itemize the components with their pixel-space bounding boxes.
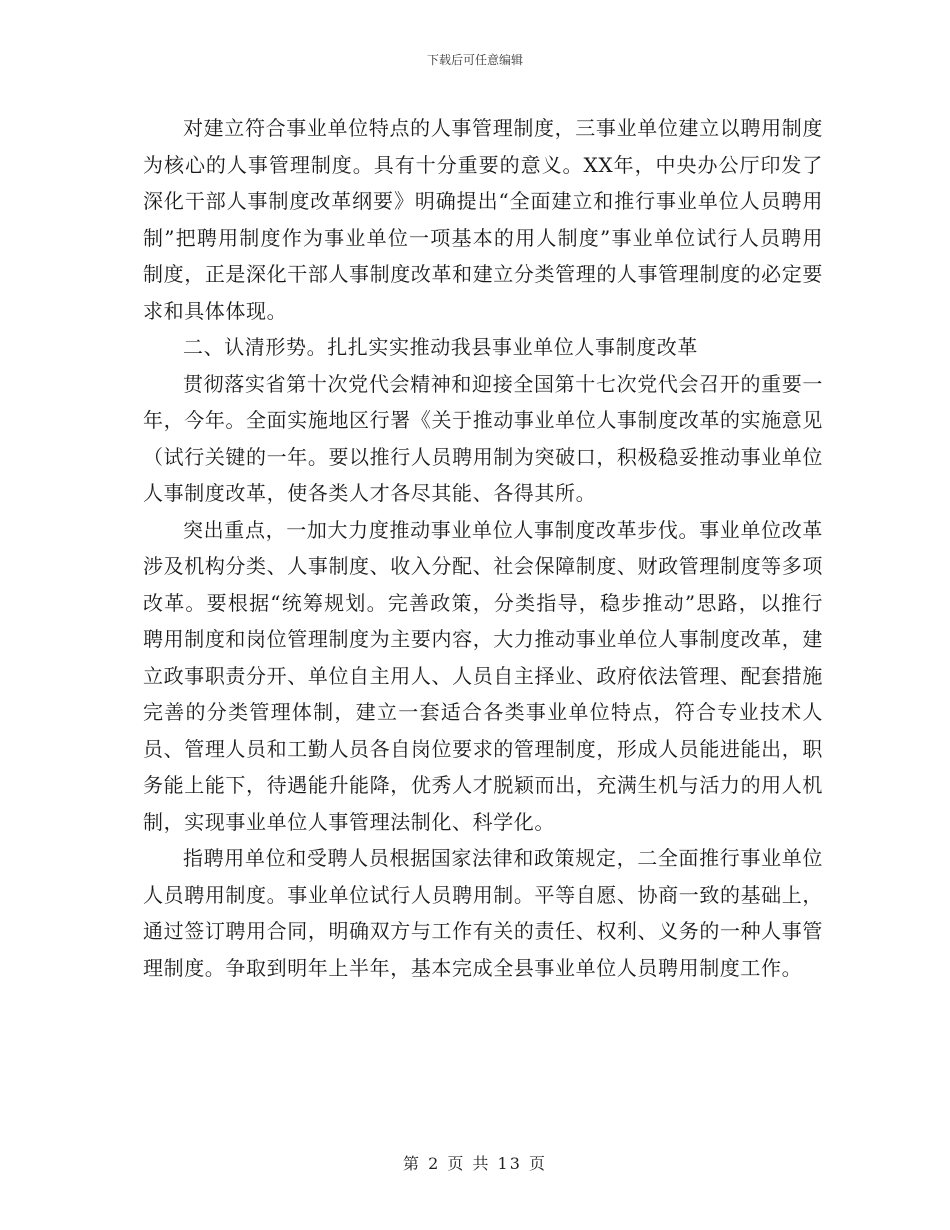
- page-number-footer: 第 2 页 共 13 页: [403, 1154, 547, 1173]
- paragraph-personnel-system-importance: 对建立符合事业单位特点的人事管理制度，三事业单位建立以聘用制度为核心的人事管理制度。具有十分重要的意义。XX年，中央办公厅印发了深化干部人事制度改革纲要》明确提出“全面建立和推行事业单位人员聘用制”把聘用制度作为事业单位一项基本的用人制度”事业单位试行人员聘用制度，正是深化干部人事制度改革和建立分类管理的人事管理制度的必定要求和具体体现。: [143, 116, 823, 323]
- document-body: [143, 110, 823, 986]
- page-header-note: 下载后可任意编辑: [426, 53, 523, 67]
- paragraph-employment-system: 指聘用单位和受聘人员根据国家法律和政策规定，二全面推行事业单位人员聘用制度。事业单位试行人员聘用制。平等自愿、协商一致的基础上，通过签订聘用合同，明确双方与工作有关的责任、权利、义务的一种人事管理制度。争取到明年上半年，基本完成全县事业单位人员聘用制度工作。: [143, 846, 823, 980]
- paragraph-implementation-year: 贯彻落实省第十次党代会精神和迎接全国第十七次党代会召开的重要一年，今年。全面实施地区行署《关于推动事业单位人事制度改革的实施意见（试行关键的一年。要以推行人员聘用制为突破口，积极稳妥推动事业单位人事制度改革，使各类人才各尽其能、各得其所。: [143, 371, 823, 505]
- paragraph-reform-focus: 突出重点，一加大力度推动事业单位人事制度改革步伐。事业单位改革涉及机构分类、人事制度、收入分配、社会保障制度、财政管理制度等多项改革。要根据“统筹规划。完善政策，分类指导，稳步推动”思路，以推行聘用制度和岗位管理制度为主要内容，大力推动事业单位人事制度改革，建立政事职责分开、单位自主用人、人员自主择业、政府依法管理、配套措施完善的分类管理体制，建立一套适合各类事业单位特点，符合专业技术人员、管理人员和工勤人员各自岗位要求的管理制度，形成人员能进能出，职务能上能下，待遇能升能降，优秀人才脱颖而出，充满生机与活力的用人机制，实现事业单位人事管理法制化、科学化。: [143, 517, 823, 834]
- section-heading-situation: 二、认清形势。扎扎实实推动我县事业单位人事制度改革: [183, 335, 698, 359]
